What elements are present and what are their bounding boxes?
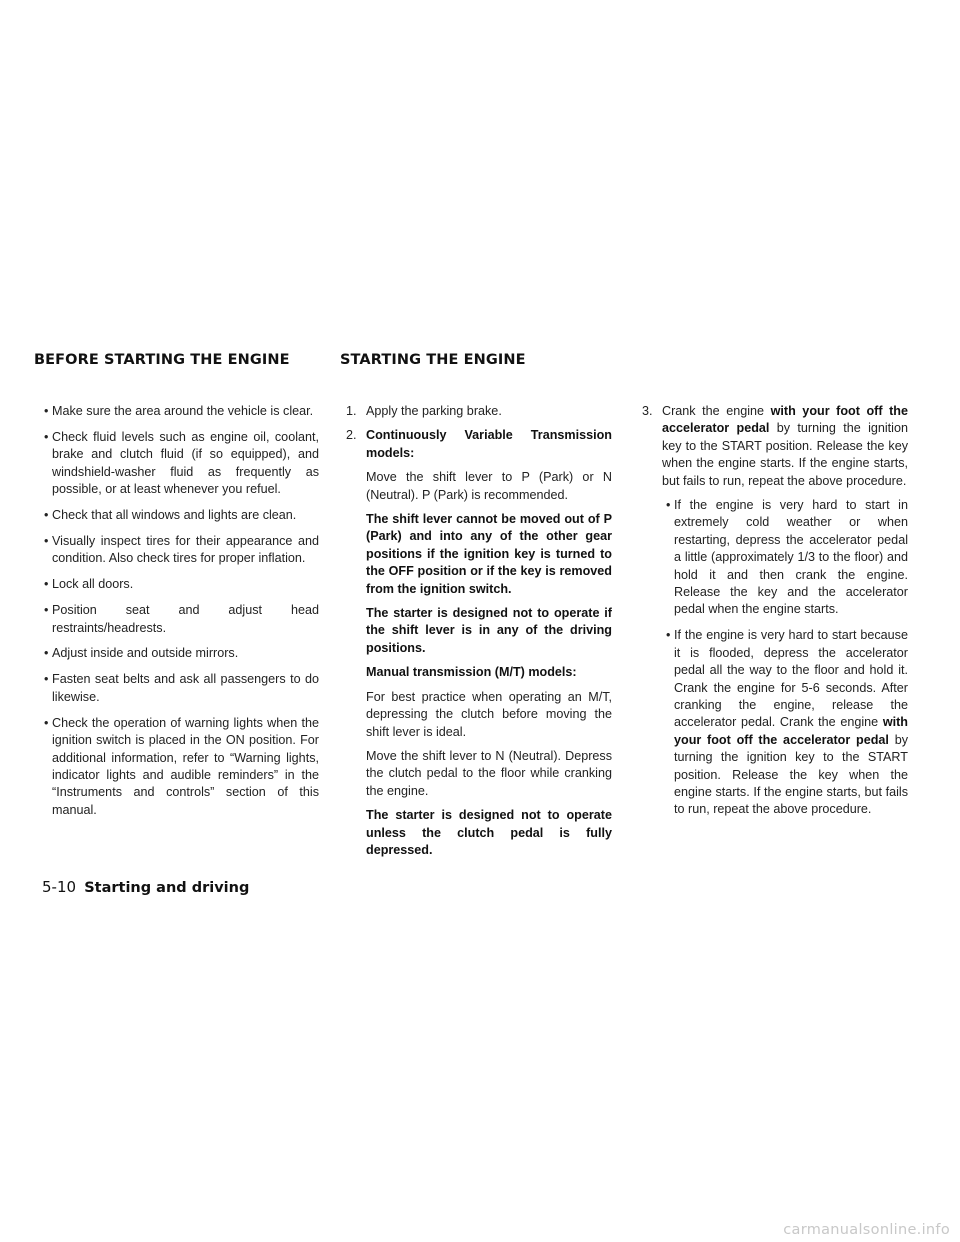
list-item: • Visually inspect tires for their appearance and condition. Also check tires for proper inflation. xyxy=(44,533,319,566)
bullet-icon: • xyxy=(44,603,49,618)
step-2 xyxy=(346,427,612,462)
bullet-icon: • xyxy=(666,498,671,513)
step-text: Apply the parking brake. xyxy=(366,404,502,418)
watermark: carmanualsonline.info xyxy=(783,1222,950,1238)
footer-chapter-title: Starting and driving xyxy=(84,880,250,896)
cvt-warning-shift-lever: The shift lever cannot be moved out of P (Park) and into any of the other gear positions if the ignition key is turned to the OFF position or if the key is removed from the ignition switch. xyxy=(366,512,612,596)
bullet-icon: • xyxy=(44,577,49,592)
list-item: • Check fluid levels such as engine oil, coolant, brake and clutch fluid (if so equipped), and windshield-washer fluid as frequently as possible, or at least whenever you refuel. xyxy=(44,429,319,497)
step-3-sublist xyxy=(642,497,908,819)
cvt-warning-starter: The starter is designed not to operate if the shift lever is in any of the driving positions. xyxy=(366,606,612,655)
section-heading-starting: STARTING THE ENGINE xyxy=(340,352,526,368)
step-3 xyxy=(642,403,908,490)
list-item: • If the engine is very hard to start because it is flooded, depress the accelerator pedal all the way to the floor and hold it. Crank the engine for 5-6 seconds. After cranking the engine, release the accelerator pedal. Crank the engine with your foot off the accelerator pedal by turning the ignition key to the START position. Release the key when the engine starts. If the engine starts, but fails to run, repeat the above procedure. xyxy=(666,628,908,817)
bullet-icon: • xyxy=(44,508,49,523)
page-number: 5-10 xyxy=(42,878,77,896)
bullet-icon: • xyxy=(44,672,49,687)
list-item: • Fasten seat belts and ask all passengers to do likewise. xyxy=(44,672,319,704)
mt-title: Manual transmission (M/T) models: xyxy=(366,665,577,680)
mt-warning-starter: The starter is designed not to operate unless the clutch pedal is fully depressed. xyxy=(366,808,612,857)
list-item: • Position seat and adjust head restraints/headrests. xyxy=(44,603,319,635)
page-footer xyxy=(42,878,249,896)
mt-instruction: Move the shift lever to N (Neutral). Depress the clutch pedal to the floor while cranking the engine. xyxy=(366,748,612,798)
bullet-icon: • xyxy=(44,533,49,548)
list-item: • If the engine is very hard to start in extremely cold weather or when restarting, depress the accelerator pedal a little (approximately 1/3 to the floor) and hold it and then crank the engine. Release the key and the accelerator pedal when the engine starts. xyxy=(666,498,908,617)
starting-step-3-column xyxy=(642,403,908,827)
starting-steps-column xyxy=(346,403,612,866)
bullet-icon: • xyxy=(44,404,49,418)
step-number: 1. xyxy=(346,404,357,418)
step-3-text-post: by turning the ignition key to the START position. Release the key when the engine starts. If the engine starts, but fails to run, repeat the above procedure. xyxy=(662,421,908,488)
step-3-text-bold: with your foot off the accelerator pedal xyxy=(662,404,908,436)
step-1 xyxy=(346,403,612,420)
bullet-icon: • xyxy=(44,646,49,661)
list-item: • Make sure the area around the vehicle is clear. xyxy=(40,403,319,420)
bullet-icon: • xyxy=(44,429,49,444)
list-item: • Lock all doors. xyxy=(40,576,319,593)
list-item: • Check that all windows and lights are clean. xyxy=(40,507,319,524)
step-number: 2. xyxy=(346,428,357,443)
bullet-icon: • xyxy=(44,715,49,730)
cvt-title: Continuously Variable Transmission models: xyxy=(366,428,612,460)
list-item: • Adjust inside and outside mirrors. xyxy=(40,645,319,662)
step-number: 3. xyxy=(642,404,653,418)
cvt-instruction: Move the shift lever to P (Park) or N (Neutral). P (Park) is recommended. xyxy=(366,470,612,502)
step-3-text-pre: Crank the engine xyxy=(662,404,771,418)
before-starting-checklist xyxy=(40,403,319,828)
section-heading-before-starting: BEFORE STARTING THE ENGINE xyxy=(34,352,290,368)
list-item: • Check the operation of warning lights when the ignition switch is placed in the ON position. For additional information, refer to “Warning lights, indicator lights and audible reminders” in the “Instruments and controls” section of this manual. xyxy=(44,715,319,817)
mt-best-practice: For best practice when operating an M/T, depressing the clutch before moving the shift lever is ideal. xyxy=(366,689,612,739)
bullet-icon: • xyxy=(666,628,671,643)
